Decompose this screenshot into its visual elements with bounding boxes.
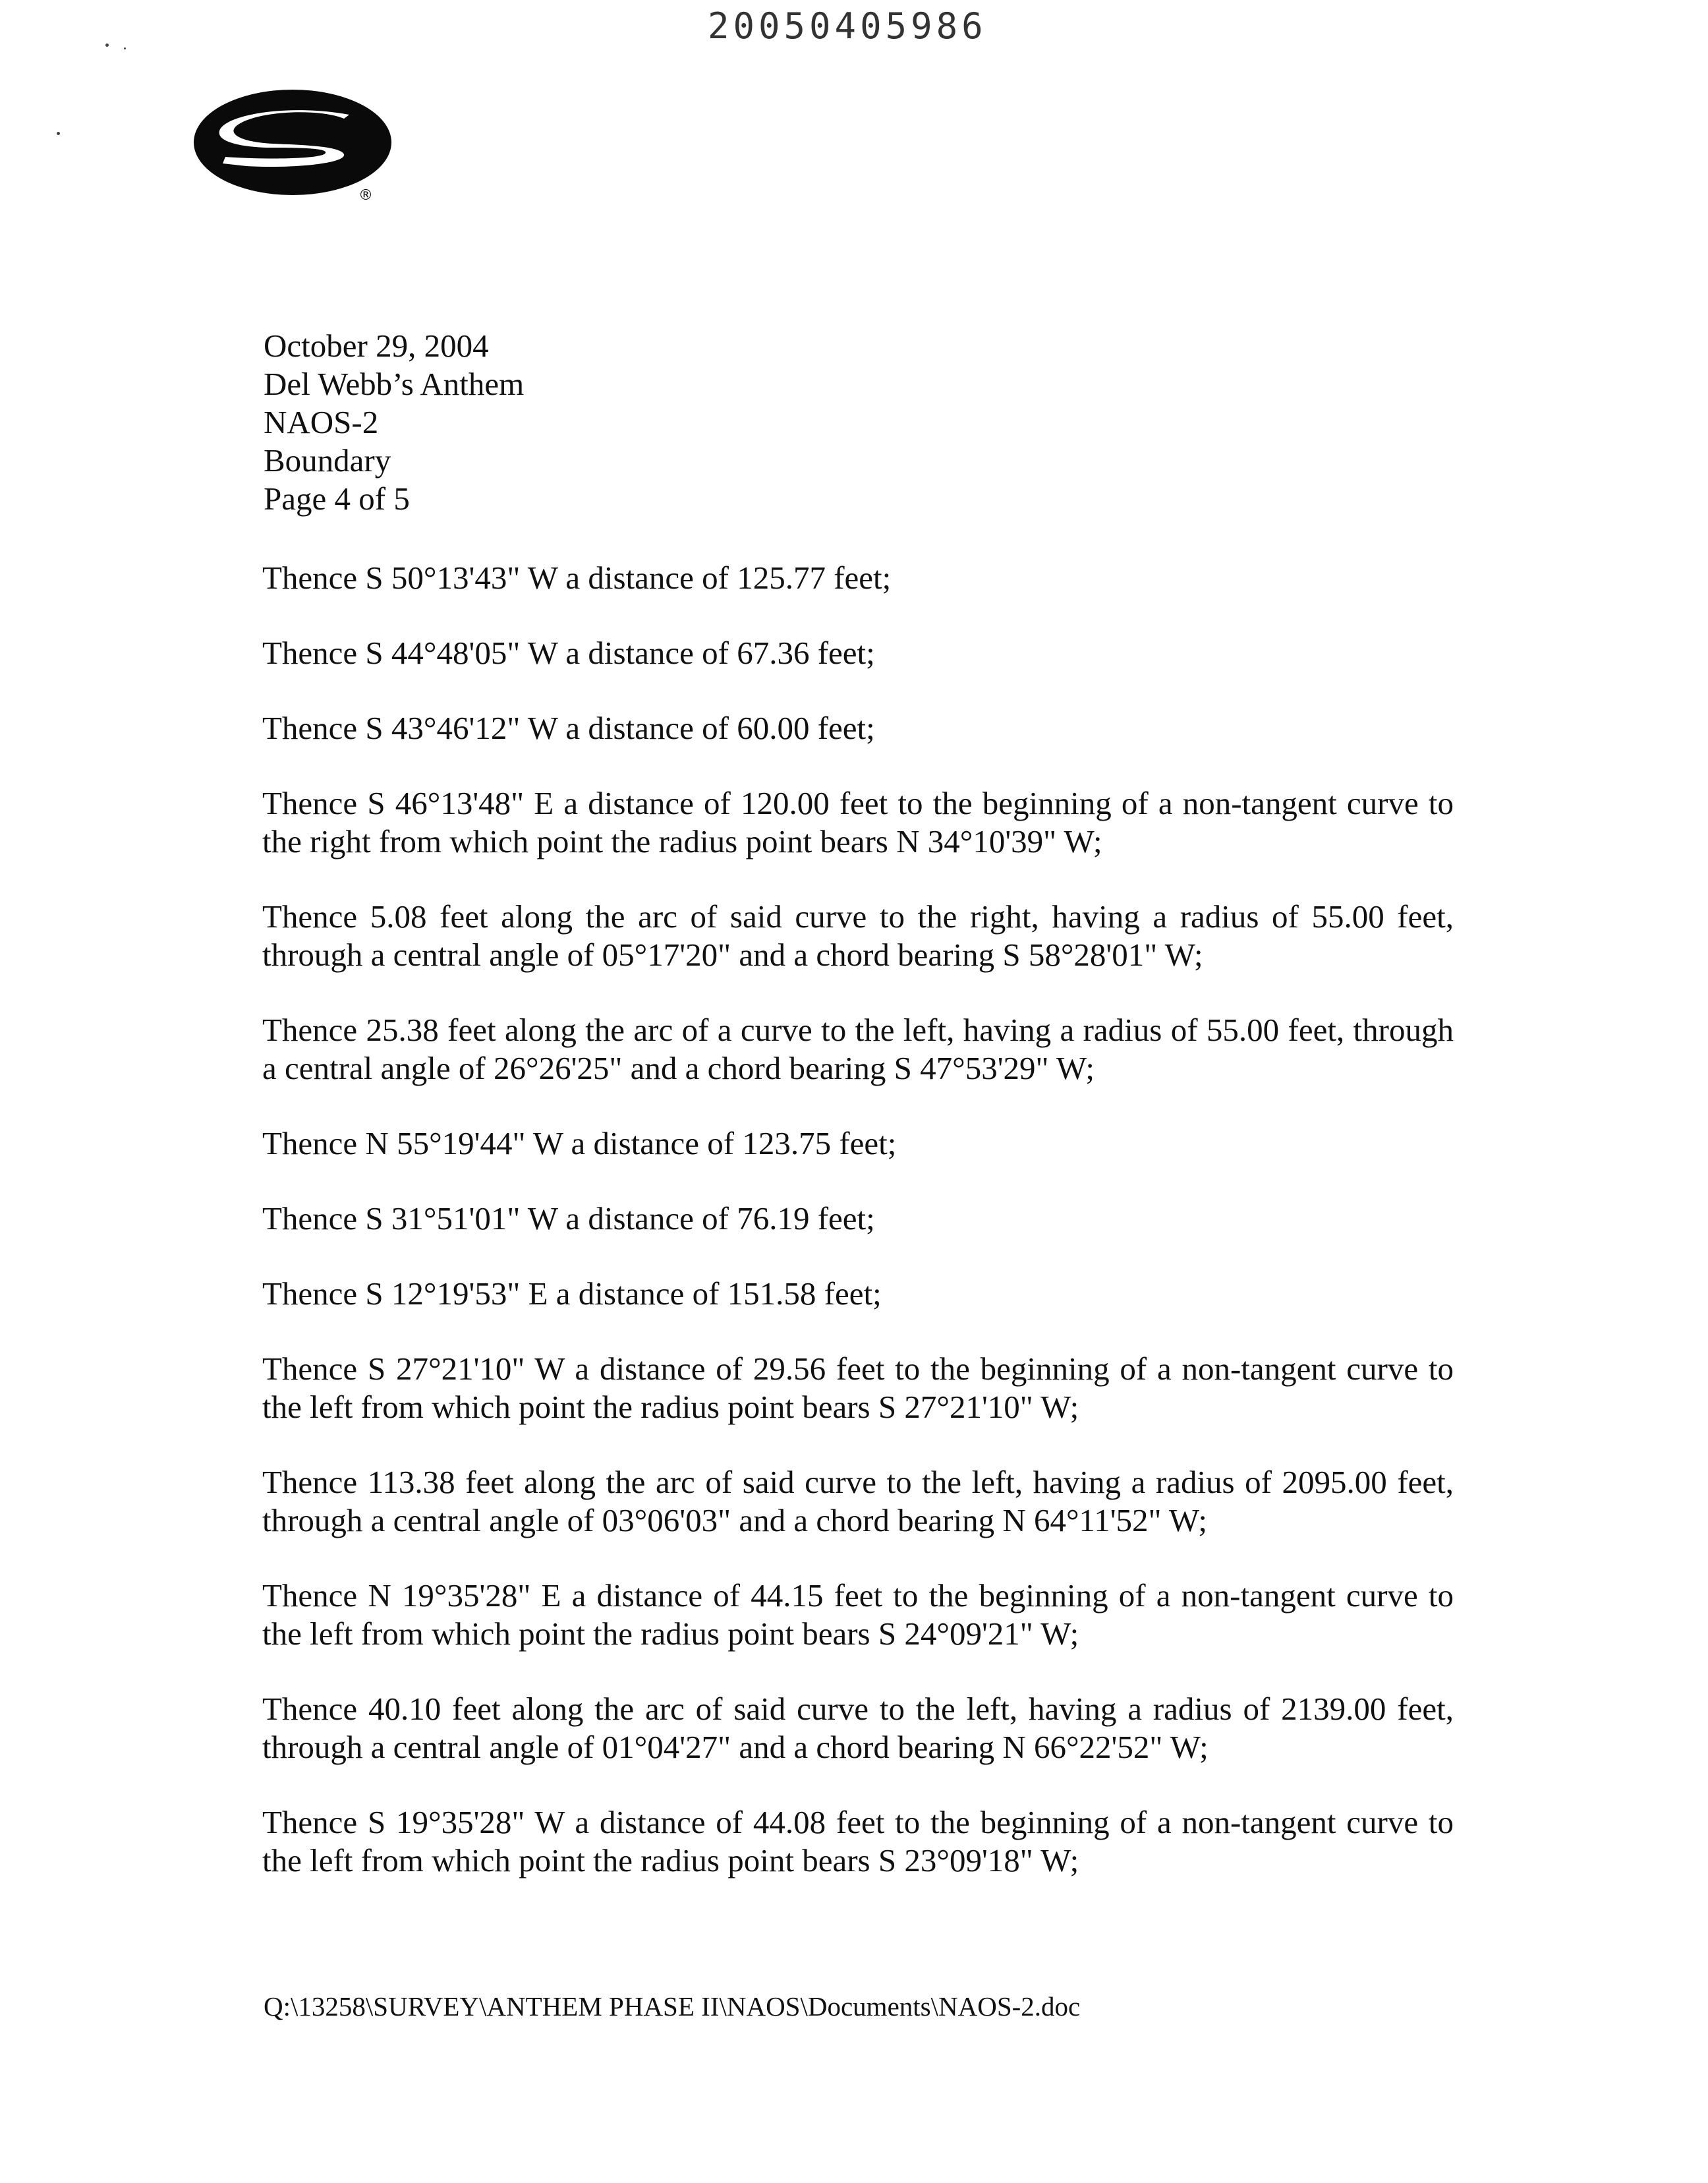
course-paragraph: Thence N 19°35'28" E a distance of 44.15 feet to the beginning of a non-tangent curve to the left from which point the radius point bears S 24°09'21" W; (262, 1577, 1454, 1652)
course-paragraph: Thence 40.10 feet along the arc of said curve to the left, having a radius of 2139.00 feet, through a central angle of 01°04'27" and a chord bearing N 66°22'52" W; (262, 1691, 1454, 1765)
course-paragraph: Thence S 43°46'12" W a distance of 60.00 feet; (262, 710, 875, 746)
scan-speck (57, 132, 60, 135)
scan-speck (105, 44, 109, 47)
boundary-description (262, 559, 1454, 1917)
course-paragraph: Thence 5.08 feet along the arc of said curve to the right, having a radius of 55.00 feet, through a central angle of 05°17'20" and a chord bearing S 58°28'01" W; (262, 898, 1454, 973)
course-paragraph: Thence S 46°13'48" E a distance of 120.00 feet to the beginning of a non-tangent curve to the right from which point the radius point bears N 34°10'39" W; (262, 785, 1454, 859)
course-paragraph: Thence N 55°19'44" W a distance of 123.75 feet; (262, 1125, 897, 1161)
document-number: 20050405986 (708, 5, 987, 47)
header-parcel: NAOS-2 (264, 404, 379, 440)
course-paragraph: Thence S 44°48'05" W a distance of 67.36 feet; (262, 635, 875, 671)
header-page: Page 4 of 5 (264, 480, 410, 517)
header-subject: Boundary (264, 442, 391, 479)
registered-mark: ® (358, 187, 373, 203)
course-paragraph: Thence S 50°13'43" W a distance of 125.77 feet; (262, 560, 892, 596)
letter-header (264, 327, 1516, 518)
course-paragraph: Thence S 19°35'28" W a distance of 44.08 feet to the beginning of a non-tangent curve to the left from which point the radius point bears S 23°09'18" W; (262, 1804, 1454, 1878)
header-date: October 29, 2004 (264, 328, 489, 364)
course-paragraph: Thence S 12°19'53" E a distance of 151.58 feet; (262, 1275, 882, 1312)
header-project: Del Webb’s Anthem (264, 366, 525, 402)
file-path-footer: Q:\13258\SURVEY\ANTHEM PHASE II\NAOS\Documents\NAOS-2.doc (264, 1991, 1081, 2022)
scan-speck (124, 47, 126, 49)
course-paragraph: Thence S 31°51'01" W a distance of 76.19 feet; (262, 1200, 875, 1237)
course-paragraph: Thence 25.38 feet along the arc of a curve to the left, having a radius of 55.00 feet, through a central angle of 26°26'25" and a chord bearing S 47°53'29" W; (262, 1012, 1454, 1086)
s-oval-logo-icon (194, 84, 405, 203)
course-paragraph: Thence 113.38 feet along the arc of said curve to the left, having a radius of 2095.00 feet, through a central angle of 03°06'03" and a chord bearing N 64°11'52" W; (262, 1464, 1454, 1538)
course-paragraph: Thence S 27°21'10" W a distance of 29.56 feet to the beginning of a non-tangent curve to the left from which point the radius point bears S 27°21'10" W; (262, 1351, 1454, 1425)
